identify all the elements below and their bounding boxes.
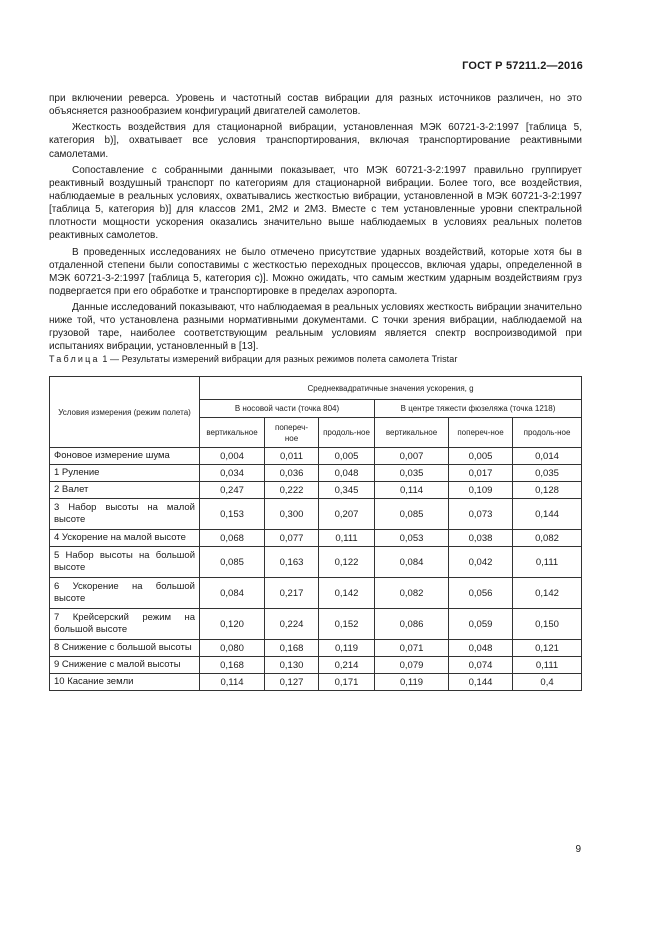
header-vertical-1218: вертикальное <box>375 418 449 448</box>
row-condition: 6 Ускорение на большой высоте <box>50 578 200 609</box>
row-value: 0,082 <box>375 578 449 609</box>
row-value: 0,005 <box>449 448 513 465</box>
row-value: 0,074 <box>449 657 513 674</box>
row-value: 0,217 <box>265 578 319 609</box>
row-value: 0,005 <box>319 448 375 465</box>
body-text <box>49 92 582 357</box>
row-value: 0,144 <box>513 499 582 530</box>
row-value: 0,142 <box>319 578 375 609</box>
row-value: 0,111 <box>319 530 375 547</box>
header-acceleration-group: Среднеквадратичные значения ускорения, g <box>200 377 582 400</box>
header-vertical-804: вертикальное <box>200 418 265 448</box>
table-caption-text: 1 — Результаты измерений вибрации для разных режимов полета самолета Tristar <box>102 354 458 364</box>
header-longitudinal-1218: продоль-ное <box>513 418 582 448</box>
row-value: 0,085 <box>200 547 265 578</box>
table-row <box>50 578 582 609</box>
row-value: 0,059 <box>449 609 513 640</box>
row-value: 0,085 <box>375 499 449 530</box>
row-condition: 5 Набор высоты на большой высоте <box>50 547 200 578</box>
table-row <box>50 465 582 482</box>
row-value: 0,127 <box>265 674 319 691</box>
row-value: 0,121 <box>513 640 582 657</box>
row-value: 0,168 <box>265 640 319 657</box>
row-value: 0,247 <box>200 482 265 499</box>
row-value: 0,056 <box>449 578 513 609</box>
paragraph-3: Сопоставление с собранными данными показывает, что МЭК 60721-3-2:1997 правильно группирует реактивный воздушный транспорт по категориям для стационарной вибрации. Более того, все воздействия, наблюдаемые в реальных условиях, охватывались жесткостью вибрации, установленной в МЭК 60721-3-2:1997 [таблица 5, категория b)] для классов 2M1, 2M2 и 2M3. Вместе с тем установленные уровни спектральной плотности мощности ускорения оказались значительно выше наблюдаемых в условиях реальных полетов реактивных самолетов. <box>49 164 582 242</box>
row-value: 0,086 <box>375 609 449 640</box>
table-row <box>50 547 582 578</box>
table-body <box>50 448 582 691</box>
row-value: 0,034 <box>200 465 265 482</box>
header-point-1218: В центре тяжести фюзеляжа (точка 1218) <box>375 400 582 418</box>
row-value: 0,109 <box>449 482 513 499</box>
row-value: 0,142 <box>513 578 582 609</box>
paragraph-5: Данные исследований показывают, что наблюдаемая в реальных условиях жесткость вибрации значительно ниже той, что установлена разными нормативными документами. С точки зрения вибрации, наблюдаемой на грузовой таре, наиболее соответствующим реальным условиям является спектр воспроизводимой при испытаниях вибрации, установленный в [13]. <box>49 302 582 353</box>
table-row <box>50 530 582 547</box>
row-condition: 3 Набор высоты на малой высоте <box>50 499 200 530</box>
row-value: 0,042 <box>449 547 513 578</box>
row-value: 0,035 <box>513 465 582 482</box>
row-condition: 9 Снижение с малой высоты <box>50 657 200 674</box>
paragraph-1: при включении реверса. Уровень и частотный состав вибрации для разных источников различен, но это объясняется разнообразием конфигураций двигателей самолетов. <box>49 93 582 118</box>
row-value: 0,048 <box>319 465 375 482</box>
header-longitudinal-804: продоль-ное <box>319 418 375 448</box>
header-condition: Условия измерения (режим полета) <box>50 377 200 448</box>
row-value: 0,082 <box>513 530 582 547</box>
row-value: 0,053 <box>375 530 449 547</box>
row-value: 0,130 <box>265 657 319 674</box>
row-condition: 1 Руление <box>50 465 200 482</box>
row-value: 0,014 <box>513 448 582 465</box>
table-row <box>50 609 582 640</box>
row-value: 0,077 <box>265 530 319 547</box>
paragraph-4: В проведенных исследованиях не было отмечено присутствие ударных воздействий, которые хотя бы в отдаленной степени были сопоставимы с жесткостью переходных процессов, включая удары, определенной в МЭК 60721-3-2:1997 [таблица 5, категория c)]. Можно ожидать, что самым жестким ударным воздействиям груз подвергается при его обработке и транспортировке в пределах аэропорта. <box>49 246 582 297</box>
row-value: 0,071 <box>375 640 449 657</box>
row-condition: 2 Валет <box>50 482 200 499</box>
row-value: 0,114 <box>200 674 265 691</box>
header-point-804: В носовой части (точка 804) <box>200 400 375 418</box>
row-condition: 7 Крейсерский режим на большой высоте <box>50 609 200 640</box>
row-value: 0,114 <box>375 482 449 499</box>
row-value: 0,144 <box>449 674 513 691</box>
row-value: 0,152 <box>319 609 375 640</box>
header-lateral-804: попереч-ное <box>265 418 319 448</box>
row-condition: Фоновое измерение шума <box>50 448 200 465</box>
row-condition: 4 Ускорение на малой высоте <box>50 530 200 547</box>
row-value: 0,079 <box>375 657 449 674</box>
row-value: 0,048 <box>449 640 513 657</box>
row-value: 0,011 <box>265 448 319 465</box>
row-value: 0,068 <box>200 530 265 547</box>
row-condition: 10 Касание земли <box>50 674 200 691</box>
table-row <box>50 640 582 657</box>
row-value: 0,084 <box>200 578 265 609</box>
row-value: 0,038 <box>449 530 513 547</box>
header-lateral-1218: попереч-ное <box>449 418 513 448</box>
row-value: 0,345 <box>319 482 375 499</box>
row-value: 0,207 <box>319 499 375 530</box>
row-value: 0,224 <box>265 609 319 640</box>
table-caption-prefix: Таблица <box>49 354 100 364</box>
table-row <box>50 674 582 691</box>
row-value: 0,153 <box>200 499 265 530</box>
row-value: 0,214 <box>319 657 375 674</box>
row-value: 0,119 <box>375 674 449 691</box>
row-value: 0,084 <box>375 547 449 578</box>
row-value: 0,036 <box>265 465 319 482</box>
row-value: 0,300 <box>265 499 319 530</box>
standard-designation: ГОСТ Р 57211.2—2016 <box>462 60 583 72</box>
row-value: 0,163 <box>265 547 319 578</box>
row-value: 0,073 <box>449 499 513 530</box>
page-number: 9 <box>575 844 581 855</box>
row-value: 0,004 <box>200 448 265 465</box>
row-value: 0,080 <box>200 640 265 657</box>
row-value: 0,168 <box>200 657 265 674</box>
row-value: 0,035 <box>375 465 449 482</box>
row-value: 0,171 <box>319 674 375 691</box>
row-value: 0,150 <box>513 609 582 640</box>
row-value: 0,119 <box>319 640 375 657</box>
row-value: 0,120 <box>200 609 265 640</box>
row-condition: 8 Снижение с большой высоты <box>50 640 200 657</box>
table-row <box>50 499 582 530</box>
row-value: 0,007 <box>375 448 449 465</box>
row-value: 0,4 <box>513 674 582 691</box>
paragraph-2: Жесткость воздействия для стационарной вибрации, установленная МЭК 60721-3-2:1997 [таблица 5, категория b)], охватывает все условия транспортирования, включая транспортирование реактивными самолетами. <box>49 122 582 160</box>
table-row <box>50 482 582 499</box>
row-value: 0,111 <box>513 657 582 674</box>
vibration-results-table <box>49 376 582 691</box>
row-value: 0,128 <box>513 482 582 499</box>
table-row <box>50 448 582 465</box>
table-row <box>50 657 582 674</box>
row-value: 0,111 <box>513 547 582 578</box>
table-caption <box>49 354 582 364</box>
row-value: 0,222 <box>265 482 319 499</box>
row-value: 0,122 <box>319 547 375 578</box>
row-value: 0,017 <box>449 465 513 482</box>
